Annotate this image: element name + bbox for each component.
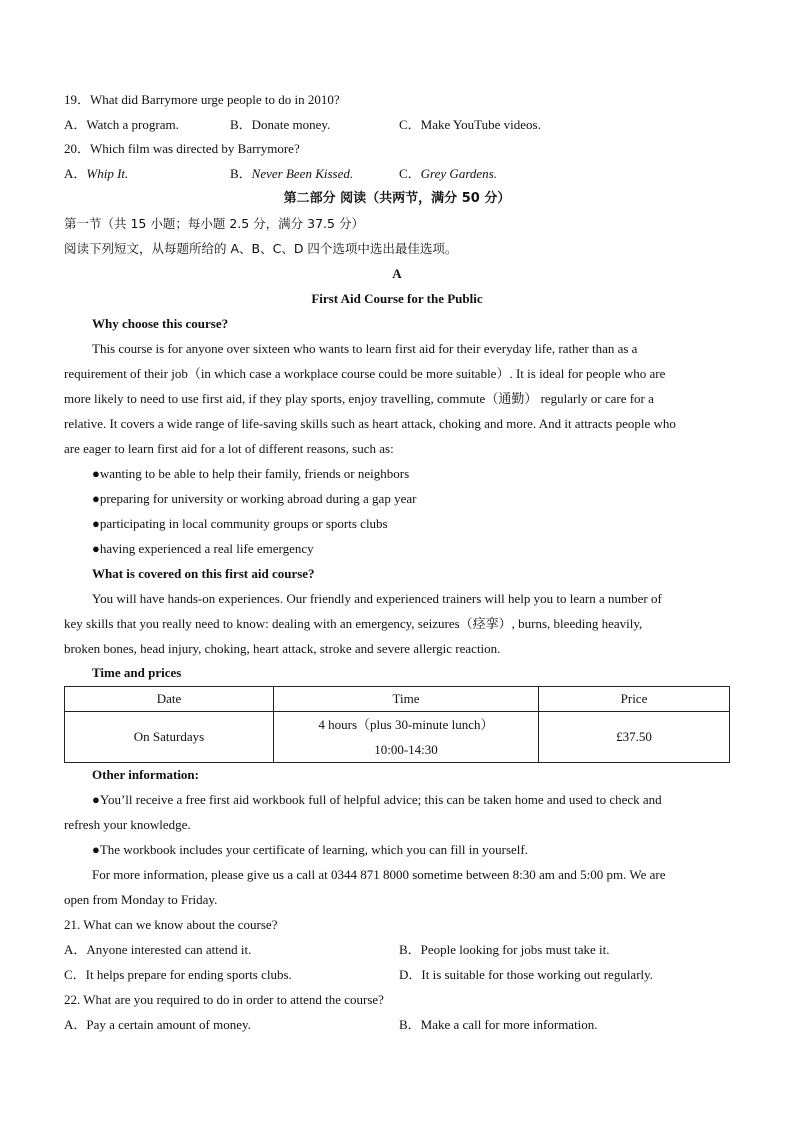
q21-stem: 21. What can we know about the course? — [64, 917, 278, 932]
table-header-price: Price — [539, 687, 730, 712]
table-header-time: Time — [274, 687, 539, 712]
q22-option-b: B．Make a call for more information. — [399, 1017, 598, 1032]
q20-option-c: C．Grey Gardens. — [399, 166, 497, 181]
q19-option-c: C．Make YouTube videos. — [399, 117, 541, 132]
q21-option-d: D．It is suitable for those working out regularly. — [399, 967, 654, 982]
section1-heading: 第一节（共 15 小题；每小题 2.5 分，满分 37.5 分） — [64, 216, 364, 231]
q19-option-b: B．Donate money. — [230, 117, 331, 132]
time-heading: Time and prices — [92, 665, 182, 680]
why-line: This course is for anyone over sixteen who wants to learn first aid for their everyday life, rather than as a — [92, 341, 638, 356]
q22-option-a: A．Pay a certain amount of money. — [64, 1017, 251, 1032]
contact-line: For more information, please give us a call at 0344 871 8000 sometime between 8:30 am and 5:00 pm. We are — [92, 867, 666, 882]
q20-option-b-title: Never Been Kissed. — [251, 166, 354, 181]
time-range: 10:00-14:30 — [374, 742, 438, 757]
covered-line: You will have hands-on experiences. Our friendly and experienced trainers will help you to learn a number of — [92, 591, 662, 606]
q21-option-c: C．It helps prepare for ending sports clubs. — [64, 967, 292, 982]
contact-line: open from Monday to Friday. — [64, 892, 218, 907]
why-line: requirement of their job（in which case a workplace course could be more suitable）. It is ideal for people who are — [64, 366, 666, 381]
bullet-item: ●wanting to be able to help their family, friends or neighbors — [92, 466, 410, 481]
why-line: relative. It covers a wide range of life-saving skills such as heart attack, choking and more. And it attracts people who — [64, 416, 676, 431]
other-line: ●You’ll receive a free first aid workbook full of helpful advice; this can be taken home and used to check and — [92, 792, 662, 807]
q20-stem: 20．Which film was directed by Barrymore? — [64, 141, 300, 156]
why-line: more likely to need to use first aid, if they play sports, enjoy travelling, commute（通勤） regularly or care for a — [64, 391, 654, 406]
q19-option-a: A．Watch a program. — [64, 117, 179, 132]
q20-option-a: A．Whip It. — [64, 166, 129, 181]
q20-option-c-title: Grey Gardens. — [420, 166, 497, 181]
table-cell-price: £37.50 — [539, 712, 730, 763]
q20-option-b: B．Never Been Kissed. — [230, 166, 354, 181]
q22-stem: 22. What are you required to do in order to attend the course? — [64, 992, 384, 1007]
other-heading: Other information: — [92, 767, 199, 782]
table-cell-date: On Saturdays — [65, 712, 274, 763]
q21-option-a: A．Anyone interested can attend it. — [64, 942, 252, 957]
why-line: are eager to learn first aid for a lot of different reasons, such as: — [64, 441, 394, 456]
bullet-item: ●participating in local community groups or sports clubs — [92, 516, 388, 531]
part2-title: 第二部分 阅读（共两节，满分 50 分） — [283, 191, 511, 206]
instruction: 阅读下列短文，从每题所给的 A、B、C、D 四个选项中选出最佳选项。 — [64, 241, 458, 256]
covered-heading: What is covered on this first aid course? — [92, 566, 315, 581]
covered-line: broken bones, head injury, choking, heart attack, stroke and severe allergic reaction. — [64, 641, 501, 656]
time-duration: 4 hours（plus 30-minute lunch） — [318, 717, 494, 732]
other-line: refresh your knowledge. — [64, 817, 191, 832]
table-header-date: Date — [65, 687, 274, 712]
passage-title: First Aid Course for the Public — [311, 291, 483, 306]
price-table — [64, 686, 730, 763]
covered-line: key skills that you really need to know: dealing with an emergency, seizures（痉挛）, burns, bleeding heavily, — [64, 616, 643, 631]
bullet-item: ●having experienced a real life emergency — [92, 541, 314, 556]
table-cell-time — [274, 712, 539, 763]
q19-stem: 19．What did Barrymore urge people to do in 2010? — [64, 92, 340, 107]
bullet-item: ●preparing for university or working abroad during a gap year — [92, 491, 417, 506]
q20-option-a-title: Whip It. — [86, 166, 129, 181]
q21-option-b: B．People looking for jobs must take it. — [399, 942, 610, 957]
other-line: ●The workbook includes your certificate of learning, which you can fill in yourself. — [92, 842, 528, 857]
why-heading: Why choose this course? — [92, 316, 229, 331]
passage-letter: A — [392, 266, 402, 281]
